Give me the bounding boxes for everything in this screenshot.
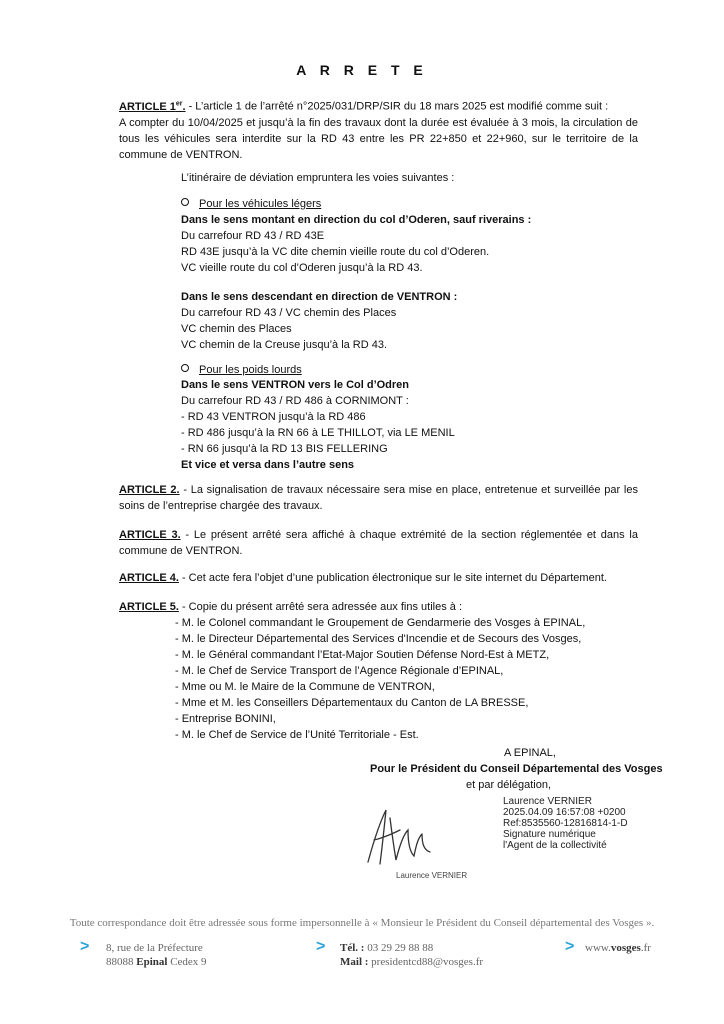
- recipient-item: - M. le Chef de Service Transport de l’Agence Régionale d’EPINAL,: [175, 665, 504, 677]
- article-4-text: - Cet acte fera l’objet d’une publication électronique sur le site internet du Département.: [178, 572, 607, 584]
- recipient-item: - M. le Général commandant l’Etat-Major Soutien Défense Nord-Est à METZ,: [175, 649, 550, 661]
- article-2: [119, 482, 638, 514]
- bullet-circle-icon: [181, 364, 189, 372]
- heavy-line: Du carrefour RD 43 / RD 486 à CORNIMONT :: [181, 395, 409, 407]
- signature-delegation: et par délégation,: [466, 779, 552, 791]
- article-3: [119, 527, 638, 559]
- footer-address: [106, 941, 207, 969]
- article-1-paragraph: A compter du 10/04/2025 et jusqu’à la fin des travaux dont la durée est évaluée à 3 mois, la circulation de tous les véhicules sera interdite sur la RD 43 entre les PR 22+850 et 22+960, sur le territoire de la commune de VENTRON.: [119, 116, 638, 161]
- cert-line: l'Agent de la collectivité: [503, 840, 607, 851]
- light-up-line: RD 43E jusqu’à la VC dite chemin vieille route du col d’Oderen.: [181, 246, 490, 258]
- address-line: 88088 Epinal Cedex 9: [106, 956, 207, 968]
- signature-place: A EPINAL,: [504, 747, 556, 759]
- recipient-item: - Mme et M. les Conseillers Départementaux du Canton de LA BRESSE,: [175, 697, 529, 709]
- signature-scribble-icon: [360, 800, 440, 870]
- handwritten-signature: [360, 800, 440, 870]
- heavy-closing: Et vice et versa dans l’autre sens: [181, 459, 355, 471]
- chevron-right-icon: >: [80, 938, 90, 955]
- recipient-item: - M. le Colonel commandant le Groupement de Gendarmerie des Vosges à EPINAL,: [175, 617, 586, 629]
- cert-line: Signature numérique: [503, 829, 596, 840]
- article-3-text: - Le présent arrêté sera affiché à chaque extrémité de la section réglementée et dans la commune de VENTRON.: [119, 529, 638, 557]
- article-1-label: ARTICLE 1er.: [119, 100, 186, 113]
- cert-line: Laurence VERNIER: [503, 796, 592, 807]
- heavy-line: - RN 66 jusqu’à la RD 13 BIS FELLERING: [181, 443, 388, 455]
- chevron-right-icon: >: [565, 938, 575, 955]
- recipient-item: - Entreprise BONINI,: [175, 713, 276, 725]
- cert-line: 2025.04.09 16:57:08 +0200: [503, 807, 626, 818]
- article-4-label: ARTICLE 4.: [119, 572, 179, 584]
- article-5-text: - Copie du présent arrêté sera adressée aux fins utiles à :: [178, 601, 463, 613]
- chevron-right-icon: >: [316, 938, 326, 955]
- light-down-line: Du carrefour RD 43 / VC chemin des Places: [181, 307, 397, 319]
- recipient-item: - Mme ou M. le Maire de la Commune de VENTRON,: [175, 681, 435, 693]
- heavy-line: - RD 486 jusqu’à la RN 66 à LE THILLOT, via LE MENIL: [181, 427, 455, 439]
- light-down-title: Dans le sens descendant en direction de VENTRON :: [181, 291, 458, 303]
- heavy-title: Dans le sens VENTRON vers le Col d’Odren: [181, 379, 410, 391]
- light-up-title: Dans le sens montant en direction du col d’Oderen, sauf riverains :: [181, 214, 532, 226]
- footer-contact: [340, 941, 483, 969]
- article-1-intro: - L’article 1 de l’arrêté n°2025/031/DRP/SIR du 18 mars 2025 est modifié comme suit :: [185, 100, 609, 113]
- light-down-line: VC chemin des Places: [181, 323, 292, 335]
- article-1: [119, 96, 638, 163]
- article-4: [119, 570, 607, 586]
- light-up-line: VC vieille route du col d’Oderen jusqu’à la RD 43.: [181, 262, 423, 274]
- mail-line[interactable]: Mail : presidentcd88@vosges.fr: [340, 956, 484, 968]
- website-link[interactable]: www.vosges.fr: [585, 942, 651, 954]
- heavy-line: - RD 43 VENTRON jusqu’à la RD 486: [181, 411, 366, 423]
- signature-for: Pour le Président du Conseil Départemental des Vosges: [370, 763, 663, 775]
- article-5-label: ARTICLE 5.: [119, 601, 179, 613]
- light-down-line: VC chemin de la Creuse jusqu’à la RD 43.: [181, 339, 388, 351]
- recipient-item: - M. le Chef de Service de l’Unité Territoriale - Est.: [175, 729, 419, 741]
- article-2-label: ARTICLE 2.: [119, 484, 180, 496]
- deviation-intro: L’itinéraire de déviation empruntera les voies suivantes :: [181, 172, 455, 184]
- light-vehicles-heading: Pour les véhicules légers: [181, 196, 321, 212]
- footer-notice: Toute correspondance doit être adressée sous forme impersonnelle à « Monsieur le Président du Conseil départemental des Vosges ».: [69, 917, 655, 929]
- article-3-label: ARTICLE 3.: [119, 529, 181, 541]
- phone-line: Tél. : 03 29 29 88 88: [340, 942, 434, 954]
- light-up-line: Du carrefour RD 43 / RD 43E: [181, 230, 325, 242]
- signature-name: Laurence VERNIER: [396, 871, 468, 880]
- article-2-text: - La signalisation de travaux nécessaire sera mise en place, entretenue et surveillée par les soins de l’entreprise chargée des travaux.: [119, 484, 638, 512]
- recipient-item: - M. le Directeur Départemental des Services d'Incendie et de Secours des Vosges,: [175, 633, 582, 645]
- heavy-vehicles-heading: Pour les poids lourds: [181, 362, 302, 378]
- address-line: 8, rue de la Préfecture: [106, 942, 203, 954]
- page-title: A R R E T E: [296, 62, 428, 78]
- bullet-circle-icon: [181, 198, 189, 206]
- cert-line: Ref:8535560-12816814-1-D: [503, 818, 628, 829]
- article-5: [119, 599, 462, 615]
